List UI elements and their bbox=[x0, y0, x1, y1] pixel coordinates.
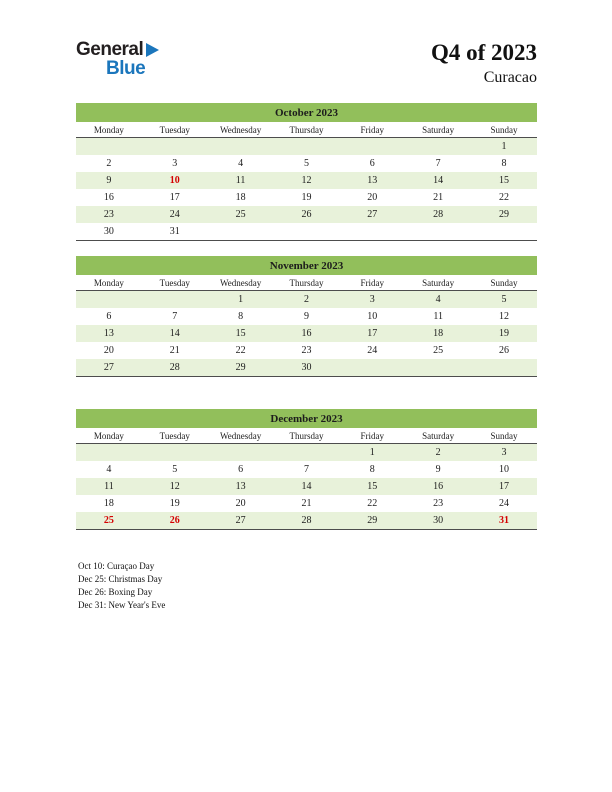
weekday-header: Wednesday bbox=[208, 122, 274, 138]
day-cell: 13 bbox=[103, 328, 114, 339]
day-cell: 1 bbox=[238, 294, 244, 305]
empty-day-cell bbox=[142, 444, 208, 462]
weekday-header-row bbox=[76, 428, 537, 444]
weekday-header: Wednesday bbox=[208, 428, 274, 444]
weekday-header: Sunday bbox=[471, 428, 537, 444]
month-title: December 2023 bbox=[76, 409, 537, 428]
day-cell: 16 bbox=[103, 192, 114, 203]
empty-day-cell bbox=[471, 223, 537, 241]
weekday-header: Thursday bbox=[274, 428, 340, 444]
day-cell: 20 bbox=[103, 345, 114, 356]
week-row bbox=[76, 325, 537, 342]
empty-day-cell bbox=[274, 223, 340, 241]
empty-day-cell bbox=[471, 359, 537, 377]
empty-day-cell bbox=[142, 291, 208, 309]
day-cell: 30 bbox=[76, 223, 142, 241]
weekday-header: Thursday bbox=[274, 122, 340, 138]
weekday-header: Thursday bbox=[274, 275, 340, 291]
day-cell: 3 bbox=[501, 447, 507, 458]
weekday-header: Friday bbox=[339, 275, 405, 291]
day-cell: 19 bbox=[499, 328, 510, 339]
weekday-header: Sunday bbox=[471, 275, 537, 291]
week-row bbox=[76, 189, 537, 206]
weekday-header-row bbox=[76, 122, 537, 138]
month-block-1 bbox=[76, 103, 537, 256]
weekday-header: Saturday bbox=[405, 275, 471, 291]
week-row bbox=[76, 495, 537, 512]
day-cell: 7 bbox=[303, 464, 309, 475]
day-cell: 22 bbox=[367, 498, 378, 509]
quarter-title: Q4 of 2023 bbox=[430, 40, 537, 65]
day-cell: 18 bbox=[103, 498, 114, 509]
weekday-header: Sunday bbox=[471, 122, 537, 138]
empty-day-cell bbox=[76, 291, 142, 309]
day-cell: 15 bbox=[367, 481, 378, 492]
day-cell: 27 bbox=[208, 512, 274, 530]
day-cell: 26 bbox=[142, 512, 208, 530]
month-block-2 bbox=[76, 256, 537, 409]
week-row bbox=[76, 291, 537, 309]
general-blue-logo bbox=[76, 40, 159, 78]
day-cell: 4 bbox=[435, 294, 441, 305]
empty-day-cell bbox=[405, 223, 471, 241]
logo-text-general: General bbox=[76, 39, 144, 60]
month-title-row bbox=[76, 256, 537, 275]
holiday-footnotes bbox=[76, 560, 537, 612]
day-cell: 6 bbox=[369, 158, 375, 169]
day-cell: 8 bbox=[238, 311, 244, 322]
month-title: October 2023 bbox=[76, 103, 537, 122]
day-cell: 24 bbox=[169, 209, 180, 220]
weekday-header: Friday bbox=[339, 428, 405, 444]
logo-text-blue: Blue bbox=[106, 58, 146, 79]
day-cell: 2 bbox=[303, 294, 309, 305]
footnote-line: Dec 31: New Year's Eve bbox=[78, 600, 166, 610]
day-cell: 14 bbox=[169, 328, 180, 339]
day-cell: 31 bbox=[142, 223, 208, 241]
day-cell: 2 bbox=[435, 447, 441, 458]
week-row bbox=[76, 461, 537, 478]
day-cell: 3 bbox=[369, 294, 375, 305]
day-cell: 3 bbox=[172, 158, 178, 169]
day-cell: 6 bbox=[106, 311, 112, 322]
day-cell: 4 bbox=[106, 464, 112, 475]
day-cell: 15 bbox=[499, 175, 510, 186]
day-cell: 8 bbox=[369, 464, 375, 475]
day-cell: 11 bbox=[433, 311, 443, 322]
footnote-line: Dec 25: Christmas Day bbox=[78, 574, 163, 584]
day-cell: 13 bbox=[235, 481, 246, 492]
day-cell: 29 bbox=[499, 209, 510, 220]
day-cell: 11 bbox=[235, 175, 246, 186]
day-cell: 22 bbox=[499, 192, 510, 203]
day-cell: 17 bbox=[367, 328, 378, 339]
day-cell: 25 bbox=[76, 512, 142, 530]
day-cell: 7 bbox=[172, 311, 178, 322]
day-cell: 23 bbox=[301, 345, 312, 356]
weekday-header: Saturday bbox=[405, 122, 471, 138]
week-row bbox=[76, 308, 537, 325]
day-cell: 24 bbox=[499, 498, 510, 509]
month-table bbox=[76, 409, 537, 530]
weekday-header: Saturday bbox=[405, 428, 471, 444]
day-cell: 5 bbox=[501, 294, 507, 305]
day-cell: 25 bbox=[433, 345, 444, 356]
day-cell: 17 bbox=[169, 192, 180, 203]
day-cell: 10 bbox=[499, 464, 510, 475]
weekday-header: Tuesday bbox=[142, 428, 208, 444]
day-cell: 12 bbox=[169, 481, 180, 492]
day-cell: 21 bbox=[433, 192, 444, 203]
day-cell: 9 bbox=[106, 175, 112, 186]
region-title: Curacao bbox=[483, 69, 537, 86]
month-title-row bbox=[76, 103, 537, 122]
day-cell: 6 bbox=[238, 464, 244, 475]
weekday-header: Tuesday bbox=[142, 275, 208, 291]
empty-day-cell bbox=[76, 138, 142, 156]
day-cell: 20 bbox=[367, 192, 378, 203]
month-table bbox=[76, 103, 537, 241]
day-cell: 31 bbox=[471, 512, 537, 530]
day-cell: 17 bbox=[499, 481, 510, 492]
day-cell: 8 bbox=[501, 158, 507, 169]
day-cell: 28 bbox=[274, 512, 340, 530]
empty-day-cell bbox=[405, 138, 471, 156]
empty-day-cell bbox=[405, 359, 471, 377]
day-cell: 27 bbox=[367, 209, 378, 220]
day-cell: 10 bbox=[367, 311, 378, 322]
empty-day-cell bbox=[274, 138, 340, 156]
day-cell: 20 bbox=[235, 498, 246, 509]
day-cell: 25 bbox=[235, 209, 246, 220]
day-cell: 1 bbox=[369, 447, 375, 458]
weekday-header: Wednesday bbox=[208, 275, 274, 291]
day-cell: 13 bbox=[367, 175, 378, 186]
day-cell: 15 bbox=[235, 328, 246, 339]
title-block bbox=[431, 40, 537, 87]
week-row bbox=[76, 478, 537, 495]
day-cell: 26 bbox=[499, 345, 510, 356]
day-cell: 21 bbox=[169, 345, 180, 356]
day-cell: 19 bbox=[301, 192, 312, 203]
empty-day-cell bbox=[208, 138, 274, 156]
month-table bbox=[76, 256, 537, 377]
day-cell: 18 bbox=[433, 328, 444, 339]
day-cell: 5 bbox=[303, 158, 309, 169]
day-cell: 26 bbox=[301, 209, 312, 220]
day-cell: 14 bbox=[301, 481, 312, 492]
month-block-3 bbox=[76, 409, 537, 530]
day-cell: 1 bbox=[501, 141, 507, 152]
weekday-header: Monday bbox=[76, 428, 142, 444]
week-row bbox=[76, 155, 537, 172]
footnote-line: Oct 10: Curaçao Day bbox=[78, 561, 155, 571]
month-title-row bbox=[76, 409, 537, 428]
week-row bbox=[76, 342, 537, 359]
empty-day-cell bbox=[76, 444, 142, 462]
day-cell: 9 bbox=[303, 311, 309, 322]
empty-day-cell bbox=[274, 444, 340, 462]
day-cell: 7 bbox=[435, 158, 441, 169]
day-cell: 29 bbox=[339, 512, 405, 530]
day-cell: 9 bbox=[435, 464, 441, 475]
weekday-header: Friday bbox=[339, 122, 405, 138]
week-row bbox=[76, 223, 537, 241]
day-cell: 5 bbox=[172, 464, 178, 475]
day-cell: 19 bbox=[169, 498, 180, 509]
empty-day-cell bbox=[142, 138, 208, 156]
weekday-header: Tuesday bbox=[142, 122, 208, 138]
week-row bbox=[76, 206, 537, 223]
week-row bbox=[76, 172, 537, 189]
week-row bbox=[76, 138, 537, 156]
day-cell: 28 bbox=[433, 209, 444, 220]
day-cell: 4 bbox=[238, 158, 244, 169]
day-cell: 16 bbox=[301, 328, 312, 339]
week-row bbox=[76, 444, 537, 462]
footnote-line: Dec 26: Boxing Day bbox=[78, 587, 153, 597]
day-cell: 18 bbox=[235, 192, 246, 203]
week-row bbox=[76, 512, 537, 530]
empty-day-cell bbox=[208, 444, 274, 462]
day-cell: 14 bbox=[433, 175, 444, 186]
empty-day-cell bbox=[208, 223, 274, 241]
logo-line-general bbox=[76, 40, 159, 59]
day-cell: 30 bbox=[405, 512, 471, 530]
calendar-months bbox=[76, 103, 537, 530]
day-cell: 21 bbox=[301, 498, 312, 509]
logo-flag-icon bbox=[146, 43, 159, 57]
empty-day-cell bbox=[339, 359, 405, 377]
day-cell: 22 bbox=[235, 345, 246, 356]
weekday-header-row bbox=[76, 275, 537, 291]
empty-day-cell bbox=[339, 223, 405, 241]
weekday-header: Monday bbox=[76, 275, 142, 291]
day-cell: 29 bbox=[208, 359, 274, 377]
day-cell: 11 bbox=[104, 481, 114, 492]
day-cell: 12 bbox=[301, 175, 312, 186]
day-cell: 30 bbox=[274, 359, 340, 377]
day-cell: 28 bbox=[142, 359, 208, 377]
page-header bbox=[76, 40, 537, 103]
day-cell: 10 bbox=[169, 175, 180, 186]
day-cell: 16 bbox=[433, 481, 444, 492]
day-cell: 24 bbox=[367, 345, 378, 356]
day-cell: 2 bbox=[106, 158, 112, 169]
week-row bbox=[76, 359, 537, 377]
empty-day-cell bbox=[339, 138, 405, 156]
day-cell: 12 bbox=[499, 311, 510, 322]
day-cell: 27 bbox=[76, 359, 142, 377]
day-cell: 23 bbox=[433, 498, 444, 509]
month-title: November 2023 bbox=[76, 256, 537, 275]
day-cell: 23 bbox=[103, 209, 114, 220]
weekday-header: Monday bbox=[76, 122, 142, 138]
